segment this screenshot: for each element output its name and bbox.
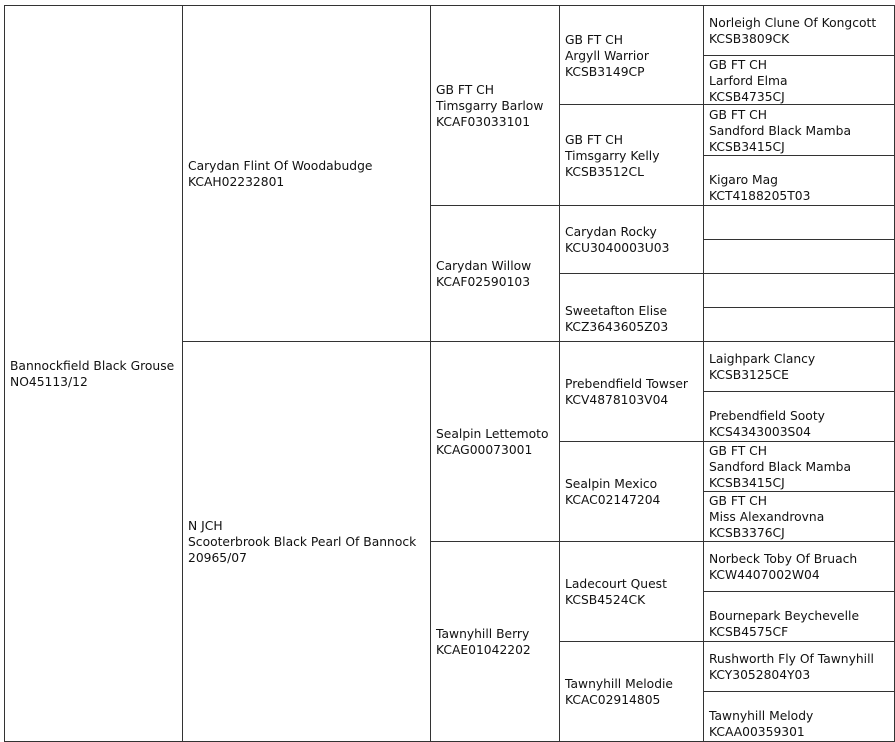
g4-name: Larford Elma (709, 73, 788, 88)
ss-cell (430, 5, 561, 207)
sss-title: GB FT CH (565, 32, 623, 47)
dds-reg: KCSB4524CK (565, 593, 646, 607)
g4-reg: KCY3052804Y03 (709, 668, 811, 682)
g4-reg: KCSB3415CJ (709, 139, 785, 154)
sd-cell (430, 205, 561, 343)
sd-name: Carydan Willow (436, 259, 532, 273)
g4-name: Kigaro Mag (709, 173, 778, 187)
sdd-reg: KCZ3643605Z03 (565, 320, 669, 334)
g4-cell-4 (703, 155, 895, 207)
g4-cell-9 (703, 341, 895, 393)
g4-cell-15 (703, 641, 895, 693)
g4-reg: KCS4343003S04 (709, 425, 812, 439)
dam-name: Scooterbrook Black Pearl Of Bannock (188, 534, 417, 549)
g4-name: Miss Alexandrovna (709, 510, 825, 524)
dog-reg: NO45113/12 (10, 374, 88, 389)
ss-name: Timsgarry Barlow (436, 99, 544, 113)
ddd-cell (559, 641, 705, 742)
g4-cell-5 (703, 205, 895, 241)
sd-reg: KCAF02590103 (436, 275, 531, 289)
dd-reg: KCAE01042202 (436, 642, 531, 657)
sire-name: Carydan Flint Of Woodabudge (188, 159, 373, 173)
g4-cell-11 (703, 441, 895, 493)
ss-title: GB FT CH (436, 83, 494, 97)
dd-cell (430, 541, 561, 742)
sdd-name: Sweetafton Elise (565, 304, 668, 318)
g4-reg: KCSB3809CK (709, 32, 790, 46)
g4-cell-10 (703, 391, 895, 443)
sire-reg: KCAH02232801 (188, 175, 285, 189)
dds-cell (559, 541, 705, 643)
ssd-name: Timsgarry Kelly (565, 148, 660, 163)
sss-reg: KCSB3149CP (565, 64, 645, 79)
dsd-cell (559, 441, 705, 543)
ds-name: Sealpin Lettemoto (436, 427, 549, 441)
g4-reg: KCSB4735CJ (709, 89, 785, 104)
sss-name: Argyll Warrior (565, 48, 649, 63)
g4-cell-13 (703, 541, 895, 593)
sss-cell (559, 5, 705, 106)
ss-reg: KCAF03033101 (436, 115, 531, 129)
dam-reg: 20965/07 (188, 550, 247, 565)
dsd-name: Sealpin Mexico (565, 477, 658, 491)
dd-name: Tawnyhill Berry (436, 626, 530, 641)
g4-cell-14 (703, 591, 895, 643)
g4-title: GB FT CH (709, 444, 767, 458)
g4-cell-7 (703, 273, 895, 309)
sdd-cell (559, 273, 705, 343)
g4-title: GB FT CH (709, 107, 767, 122)
g4-cell-2 (703, 55, 895, 106)
ssd-title: GB FT CH (565, 132, 623, 147)
dss-cell (559, 341, 705, 443)
g4-reg: KCT4188205T03 (709, 189, 811, 203)
g4-cell-6 (703, 239, 895, 275)
g4-title: GB FT CH (709, 494, 767, 508)
dss-name: Prebendfield Towser (565, 377, 688, 391)
ssd-cell (559, 104, 705, 207)
g4-cell-12 (703, 491, 895, 543)
ds-cell (430, 341, 561, 543)
dam-title: N JCH (188, 518, 223, 533)
g4-reg: KCSB4575CF (709, 625, 789, 639)
g4-reg: KCSB3376CJ (709, 526, 785, 540)
dss-reg: KCV4878103V04 (565, 393, 669, 407)
ssd-reg: KCSB3512CL (565, 164, 644, 179)
sds-reg: KCU3040003U03 (565, 241, 670, 255)
g4-name: Prebendfield Sooty (709, 409, 825, 423)
g4-reg: KCAA00359301 (709, 724, 805, 739)
g4-name: Laighpark Clancy (709, 352, 816, 366)
ddd-name: Tawnyhill Melodie (565, 676, 673, 691)
g4-name: Sandford Black Mamba (709, 123, 851, 138)
sds-cell (559, 205, 705, 275)
g4-reg: KCSB3125CE (709, 368, 789, 382)
g4-name: Sandford Black Mamba (709, 460, 851, 474)
ds-reg: KCAG00073001 (436, 443, 533, 457)
g4-title: GB FT CH (709, 57, 767, 72)
g4-name: Rushworth Fly Of Tawnyhill (709, 652, 874, 666)
g4-reg: KCSB3415CJ (709, 476, 785, 490)
g4-name: Bournepark Beychevelle (709, 609, 860, 623)
g4-reg: KCW4407002W04 (709, 568, 820, 582)
ddd-reg: KCAC02914805 (565, 692, 661, 707)
g4-name: Tawnyhill Melody (709, 708, 814, 723)
dog-name: Bannockfield Black Grouse (10, 358, 175, 373)
sds-name: Carydan Rocky (565, 225, 657, 239)
dds-name: Ladecourt Quest (565, 577, 667, 591)
g4-name: Norleigh Clune Of Kongcott (709, 16, 877, 30)
dsd-reg: KCAC02147204 (565, 493, 661, 507)
dog-cell (4, 5, 184, 742)
g4-cell-1 (703, 5, 895, 57)
sire-cell (182, 5, 432, 343)
g4-cell-3 (703, 104, 895, 157)
g4-cell-16 (703, 691, 895, 742)
dam-cell (182, 341, 432, 742)
g4-name: Norbeck Toby Of Bruach (709, 552, 858, 566)
g4-cell-8 (703, 307, 895, 343)
